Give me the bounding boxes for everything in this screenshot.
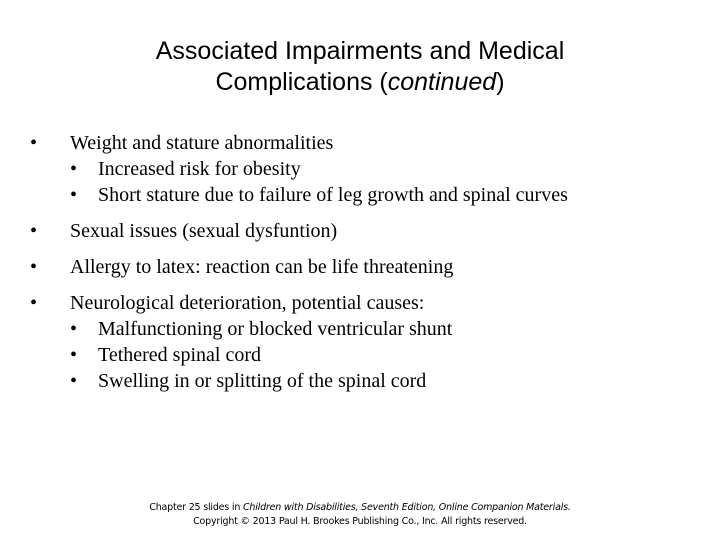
- bullet-icon: •: [30, 220, 38, 242]
- bullet-icon: •: [30, 292, 38, 314]
- bullet-icon: •: [70, 158, 78, 180]
- title-line-2-suffix: ): [496, 68, 505, 96]
- sub-bullet-item: [70, 182, 708, 208]
- sub-bullet-text: Malfunctioning or blocked ventricular shunt: [98, 318, 453, 340]
- sub-bullet-text: Short stature due to failure of leg growth and spinal curves: [98, 184, 568, 206]
- title-line-1: Associated Impairments and Medical: [155, 37, 565, 65]
- footer-citation-prefix: Chapter 25 slides in: [149, 502, 243, 513]
- sub-bullet-item: [70, 316, 708, 342]
- bullet-item: [28, 218, 708, 244]
- slide-title: [60, 36, 660, 98]
- sub-bullet-text: Swelling in or splitting of the spinal cord: [98, 370, 427, 392]
- bullet-icon: •: [70, 370, 78, 392]
- sub-bullet-item: [70, 342, 708, 368]
- sub-bullet-item: [70, 156, 708, 182]
- slide-footer: [60, 501, 660, 529]
- bullet-icon: •: [70, 184, 78, 206]
- footer-citation: [60, 501, 660, 515]
- sub-bullet-item: [70, 368, 708, 394]
- title-line-2: [60, 67, 660, 98]
- footer-copyright: Copyright © 2013 Paul H. Brookes Publishing Co., Inc. All rights reserved.: [193, 516, 527, 527]
- bullet-icon: •: [70, 344, 78, 366]
- bullet-item: [28, 290, 708, 394]
- footer-book-title: Children with Disabilities, Seventh Edition, Online Companion Materials.: [242, 502, 571, 513]
- bullet-icon: •: [30, 132, 38, 154]
- bullet-icon: •: [30, 256, 38, 278]
- bullet-item: [28, 254, 708, 280]
- bullet-text: Allergy to latex: reaction can be life threatening: [70, 256, 454, 278]
- bullet-text: Neurological deterioration, potential causes:: [70, 292, 425, 314]
- bullet-item: [28, 130, 708, 208]
- title-continued: continued: [387, 68, 497, 96]
- bullet-icon: •: [70, 318, 78, 340]
- bullet-list: [28, 130, 708, 394]
- sub-bullet-text: Increased risk for obesity: [98, 158, 301, 180]
- sub-bullet-text: Tethered spinal cord: [98, 344, 261, 366]
- bullet-text: Weight and stature abnormalities: [70, 132, 334, 154]
- title-line-2-prefix: Complications (: [215, 68, 388, 96]
- bullet-text: Sexual issues (sexual dysfuntion): [70, 220, 338, 242]
